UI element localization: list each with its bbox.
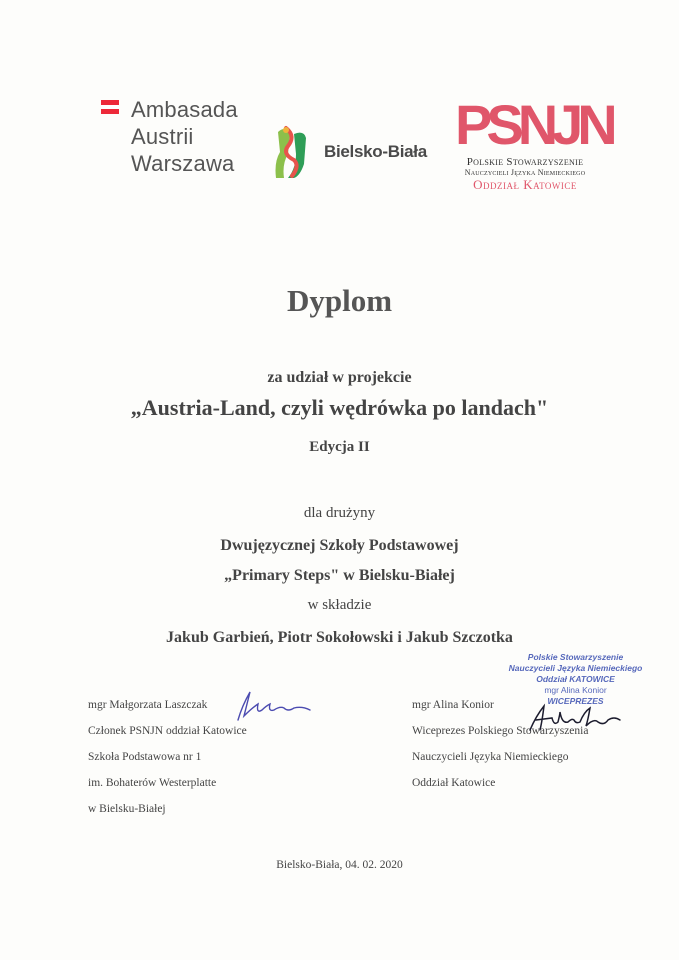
signature-block-left	[88, 692, 247, 822]
bielsko-biala-logo	[274, 124, 434, 182]
handwritten-signature-left-icon	[232, 686, 314, 726]
school-name-line-1: Dwujęzycznej Szkoły Podstawowej	[220, 537, 459, 554]
official-stamp	[503, 652, 648, 707]
stamp-line-4: mgr Alina Konior	[544, 685, 607, 695]
signer-left-role: Członek PSNJN oddział Katowice	[88, 725, 247, 737]
stamp-line-3: Oddział KATOWICE	[536, 674, 615, 684]
composition-text: w składzie	[307, 597, 372, 613]
signer-right-role: Wiceprezes Polskiego Stowarzyszenia	[412, 725, 589, 737]
signer-left-school-patron: im. Bohaterów Westerplatte	[88, 777, 217, 789]
signer-left-city: w Bielsku-Białej	[88, 803, 166, 815]
issue-date: Bielsko-Biała, 04. 02. 2020	[276, 859, 403, 871]
bielsko-biala-emblem-icon	[274, 124, 310, 182]
bielsko-biala-text: Bielsko-Biała	[324, 142, 427, 161]
ambasada-line-1: Ambasada	[131, 97, 238, 122]
ambasada-line-3: Warszawa	[131, 151, 235, 176]
psnjn-line-1: Polskie Stowarzyszenie	[466, 156, 584, 168]
edition-text: Edycja II	[309, 439, 370, 455]
ambasada-austrii-logo	[101, 96, 241, 177]
team-members: Jakub Garbień, Piotr Sokołowski i Jakub Szczotka	[166, 629, 513, 646]
stamp-line-5: WICEPREZES	[547, 696, 604, 706]
diploma-title: Dyplom	[286, 283, 393, 318]
school-name-line-2: „Primary Steps" w Bielsku-Białej	[224, 567, 455, 584]
psnjn-mark: PSNJN	[455, 93, 612, 156]
psnjn-line-3: Oddział Katowice	[473, 177, 577, 192]
for-team-text: dla drużyny	[303, 505, 376, 521]
project-name: „Austria-Land, czyli wędrówka po landach"	[130, 395, 549, 420]
signer-left-school: Szkoła Podstawowa nr 1	[88, 751, 202, 763]
signer-right-org: Nauczycieli Języka Niemieckiego	[412, 751, 569, 763]
signer-left-name: mgr Małgorzata Laszczak	[88, 699, 208, 711]
stamp-line-1: Polskie Stowarzyszenie	[527, 652, 624, 662]
stamp-line-2: Nauczycieli Języka Niemieckiego	[508, 663, 643, 673]
signer-right-name: mgr Alina Konior	[412, 699, 494, 711]
austria-flag-icon	[101, 100, 119, 114]
psnjn-logo	[455, 90, 612, 193]
participation-text: za udział w projekcie	[267, 369, 412, 386]
handwritten-signature-right-icon	[524, 702, 624, 736]
psnjn-line-2: Nauczycieli Języka Niemieckiego	[464, 168, 586, 177]
signer-right-branch: Oddział Katowice	[412, 777, 496, 789]
ambasada-line-2: Austrii	[131, 124, 194, 149]
